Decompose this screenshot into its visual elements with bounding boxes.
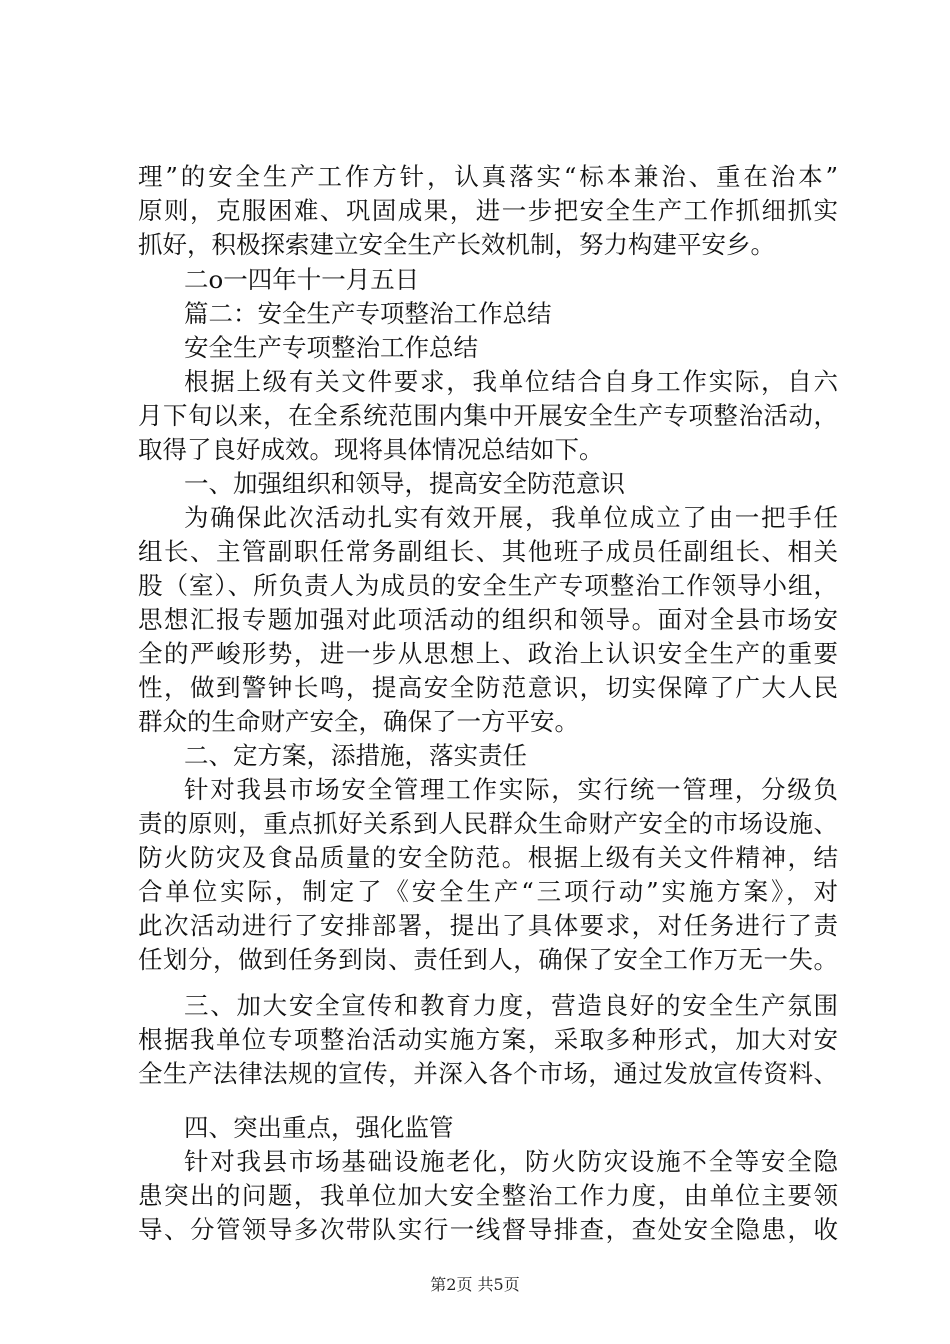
page-number: 第2页 共5页 <box>430 1275 520 1294</box>
text-line: 合单位实际，制定了《安全生产“三项行动”实施方案》，对 <box>138 877 838 906</box>
heading-4: 四、突出重点，强化监管 <box>184 1113 454 1142</box>
text-line: 根据上级有关文件要求，我单位结合自身工作实际，自六 <box>184 367 838 396</box>
text-line: 责的原则，重点抓好关系到人民群众生命财产安全的市场设施、 <box>138 809 838 838</box>
text-line: 此次活动进行了安排部署，提出了具体要求，对任务进行了责 <box>138 911 838 940</box>
text-line: 组长、主管副职任常务副组长、其他班子成员任副组长、相关 <box>138 537 838 566</box>
text-line: 防火防灾及食品质量的安全防范。根据上级有关文件精神，结 <box>138 843 838 872</box>
heading-3: 三、加大安全宣传和教育力度，营造良好的安全生产氛围 <box>184 991 838 1020</box>
text-line: 股（室）、所负责人为成员的安全生产专项整治工作领导小组， <box>138 571 838 600</box>
text-line: 群众的生命财产安全，确保了一方平安。 <box>138 707 579 736</box>
heading-1: 一、加强组织和领导，提高安全防范意识 <box>184 469 625 498</box>
text-line: 导、分管领导多次带队实行一线督导排查，查处安全隐患，收 <box>138 1215 838 1244</box>
text-line: 全的严峻形势，进一步从思想上、政治上认识安全生产的重要 <box>138 639 838 668</box>
text-line: 针对我县市场安全管理工作实际，实行统一管理，分级负 <box>184 775 838 804</box>
text-line: 全生产法律法规的宣传，并深入各个市场，通过发放宣传资料、 <box>138 1059 838 1088</box>
text-line: 原则，克服困难、巩固成果，进一步把安全生产工作抓细抓实 <box>138 196 838 225</box>
text-line: 取得了良好成效。现将具体情况总结如下。 <box>138 435 604 464</box>
text-line: 抓好，积极探索建立安全生产长效机制，努力构建平安乡。 <box>138 230 775 259</box>
text-line: 思想汇报专题加强对此项活动的组织和领导。面对全县市场安 <box>138 605 838 634</box>
text-line: 性，做到警钟长鸣，提高安全防范意识，切实保障了广大人民 <box>138 673 838 702</box>
text-line: 针对我县市场基础设施老化，防火防灾设施不全等安全隐 <box>184 1147 838 1176</box>
text-line: 理”的安全生产工作方针，认真落实“标本兼治、重在治本” <box>138 162 838 191</box>
heading-2: 二、定方案，添措施，落实责任 <box>184 741 527 770</box>
document-title: 安全生产专项整治工作总结 <box>184 333 478 362</box>
text-line: 为确保此次活动扎实有效开展，我单位成立了由一把手任 <box>184 503 838 532</box>
text-line: 患突出的问题，我单位加大安全整治工作力度，由单位主要领 <box>138 1181 838 1210</box>
text-line: 任划分，做到任务到岗、责任到人，确保了安全工作万无一失。 <box>138 945 838 974</box>
text-line: 根据我单位专项整治活动实施方案，采取多种形式，加大对安 <box>138 1025 838 1054</box>
date-line: 二o一四年十一月五日 <box>184 265 420 294</box>
section-title: 篇二：安全生产专项整治工作总结 <box>184 299 552 328</box>
text-line: 月下旬以来，在全系统范围内集中开展安全生产专项整治活动， <box>138 401 838 430</box>
